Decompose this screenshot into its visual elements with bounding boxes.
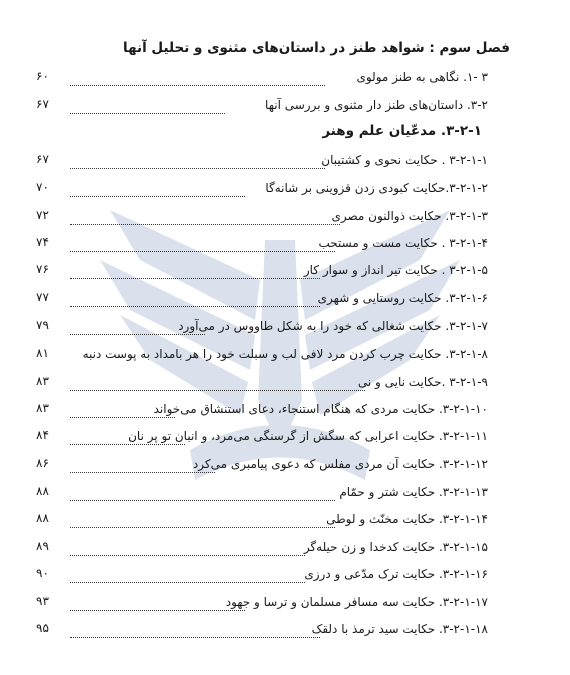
dot-leader — [70, 582, 305, 583]
toc-entry-title: ۳-۲-۱-۳. حکایت ذوالنون مصری — [331, 209, 488, 223]
toc-entry — [30, 262, 488, 282]
toc-entry-title: ۳-۲-۱-۱۱. حکایت اعرابی که سگش از گرسنگی می‌مرد، و انبان تو پر نان — [128, 429, 488, 443]
toc-entry-page: ۸۶ — [36, 456, 49, 470]
toc-entry — [30, 594, 488, 614]
toc-entry-page: ۸۸ — [36, 484, 49, 498]
dot-leader — [70, 472, 215, 473]
toc-entry-title: ۳-۲-۱-۱ . حکایت نحوی و کشتیبان — [321, 153, 488, 167]
dot-leader — [70, 334, 205, 335]
toc-entry-page: ۷۰ — [36, 180, 49, 194]
toc-entry — [30, 290, 488, 310]
toc-entry — [30, 69, 488, 89]
toc-entry-page: ۶۰ — [36, 69, 49, 83]
dot-leader — [70, 113, 225, 114]
dot-leader — [70, 306, 320, 307]
dot-leader — [70, 224, 340, 225]
toc-entry-page: ۸۴ — [36, 428, 49, 442]
toc-entry — [30, 97, 488, 117]
toc-entry-title: ۳-۲-۱-۱۳. حکایت شتر و حمّام — [339, 485, 488, 499]
toc-entry-title: ۳-۲-۱-۵ . حکایت تیر انداز و سوار کار — [303, 263, 488, 277]
section-heading: ۳-۲-۱. مدعّیان علم وهنر — [322, 123, 482, 139]
dot-leader — [70, 251, 335, 252]
dot-leader — [70, 168, 325, 169]
toc-entry-page: ۷۴ — [36, 235, 49, 249]
toc-entry-title: ۳-۲-۱-۴ . حکایت مست و مستحب — [318, 236, 488, 250]
toc-entry-page: ۸۳ — [36, 374, 49, 388]
toc-entry-title: ۳-۲-۱-۲.حکایت کبودی زدن قزوینی بر شانه‌گا — [265, 181, 488, 195]
toc-entry — [30, 511, 488, 531]
toc-entry — [30, 208, 488, 228]
toc-entry — [30, 484, 488, 504]
dot-leader — [70, 637, 320, 638]
toc-entry-title: ۳-۲-۱-۱۴. حکایت مخنّث و لوطی — [326, 512, 488, 526]
chapter-title: فصل سوم : شواهد طنز در داستان‌های مثنوی و تحلیل آنها — [123, 40, 510, 56]
toc-entry-title: ۳-۲-۱-۸. حکایت چرب کردن مرد لافی لب و سبلت خود را هر بامداد به پوست دنبه — [82, 347, 488, 361]
toc-entry-page: ۶۷ — [36, 97, 49, 111]
toc-entry-page: ۹۰ — [36, 566, 49, 580]
toc-entry — [30, 566, 488, 586]
toc-entry-title: ۳ -۱. نگاهی به طنز مولوی — [356, 70, 488, 84]
toc-entry — [30, 235, 488, 255]
toc-entry-title: ۳-۲-۱-۹ .حکایت نایی و نی — [357, 375, 488, 389]
toc-entry-title: ۳-۲-۱-۱۰. حکایت مردی که هنگام استنجاء، دعای استنشاق می‌خواند — [153, 402, 488, 416]
dot-leader — [70, 390, 365, 391]
toc-entry-page: ۸۱ — [36, 346, 49, 360]
toc-entry-page: ۷۲ — [36, 208, 49, 222]
toc-entry — [30, 152, 488, 172]
dot-leader — [70, 417, 175, 418]
toc-entry-page: ۷۷ — [36, 290, 49, 304]
dot-leader — [70, 196, 245, 197]
toc-entry — [30, 428, 488, 448]
toc-entry-title: ۳-۲-۱-۱۶. حکایت ترک مدّعی و درزی — [304, 567, 488, 581]
toc-entry-page: ۷۶ — [36, 262, 49, 276]
toc-entry — [30, 180, 488, 200]
toc-entry-title: ۳-۲-۱-۱۵. حکایت کدخدا و زن حیله‌گر — [303, 540, 488, 554]
toc-entry-page: ۸۹ — [36, 539, 49, 553]
toc-entry — [30, 621, 488, 641]
toc-entry-title: ۳-۲. داستان‌های طنز دار مثنوی و بررسی آنها — [265, 98, 488, 112]
toc-entry-page: ۸۸ — [36, 511, 49, 525]
toc-entry-page: ۹۵ — [36, 621, 49, 635]
toc-entry-title: ۳-۲-۱-۱۸. حکایت سید ترمذ با دلقک — [311, 622, 488, 636]
toc-entry — [30, 401, 488, 421]
toc-entry-page: ۶۷ — [36, 152, 49, 166]
dot-leader — [70, 610, 245, 611]
toc-entry-page: ۸۳ — [36, 401, 49, 415]
toc-entry-title: ۳-۲-۱-۶. حکایت روستایی و شهری — [317, 291, 488, 305]
toc-entry — [30, 539, 488, 559]
toc-entry-title: ۳-۲-۱-۱۲. حکایت آن مردی مفلس که دعوی پیامبری می‌کرد — [192, 457, 488, 471]
dot-leader — [70, 85, 325, 86]
toc-entry-page: ۹۳ — [36, 594, 49, 608]
toc-entry-title: ۳-۲-۱-۷. حکایت شغالی که خود را به شکل طاووس در می‌آورد — [178, 319, 488, 333]
dot-leader — [70, 278, 320, 279]
toc-entry — [30, 374, 488, 394]
toc-entry — [30, 318, 488, 338]
toc-entry-title: ۳-۲-۱-۱۷. حکایت سه مسافر مسلمان و ترسا و جهود — [225, 595, 488, 609]
toc-entry-page: ۷۹ — [36, 318, 49, 332]
dot-leader — [70, 527, 335, 528]
toc-entry — [30, 456, 488, 476]
toc-entry — [30, 346, 488, 366]
dot-leader — [70, 444, 185, 445]
dot-leader — [70, 500, 335, 501]
dot-leader — [70, 555, 305, 556]
